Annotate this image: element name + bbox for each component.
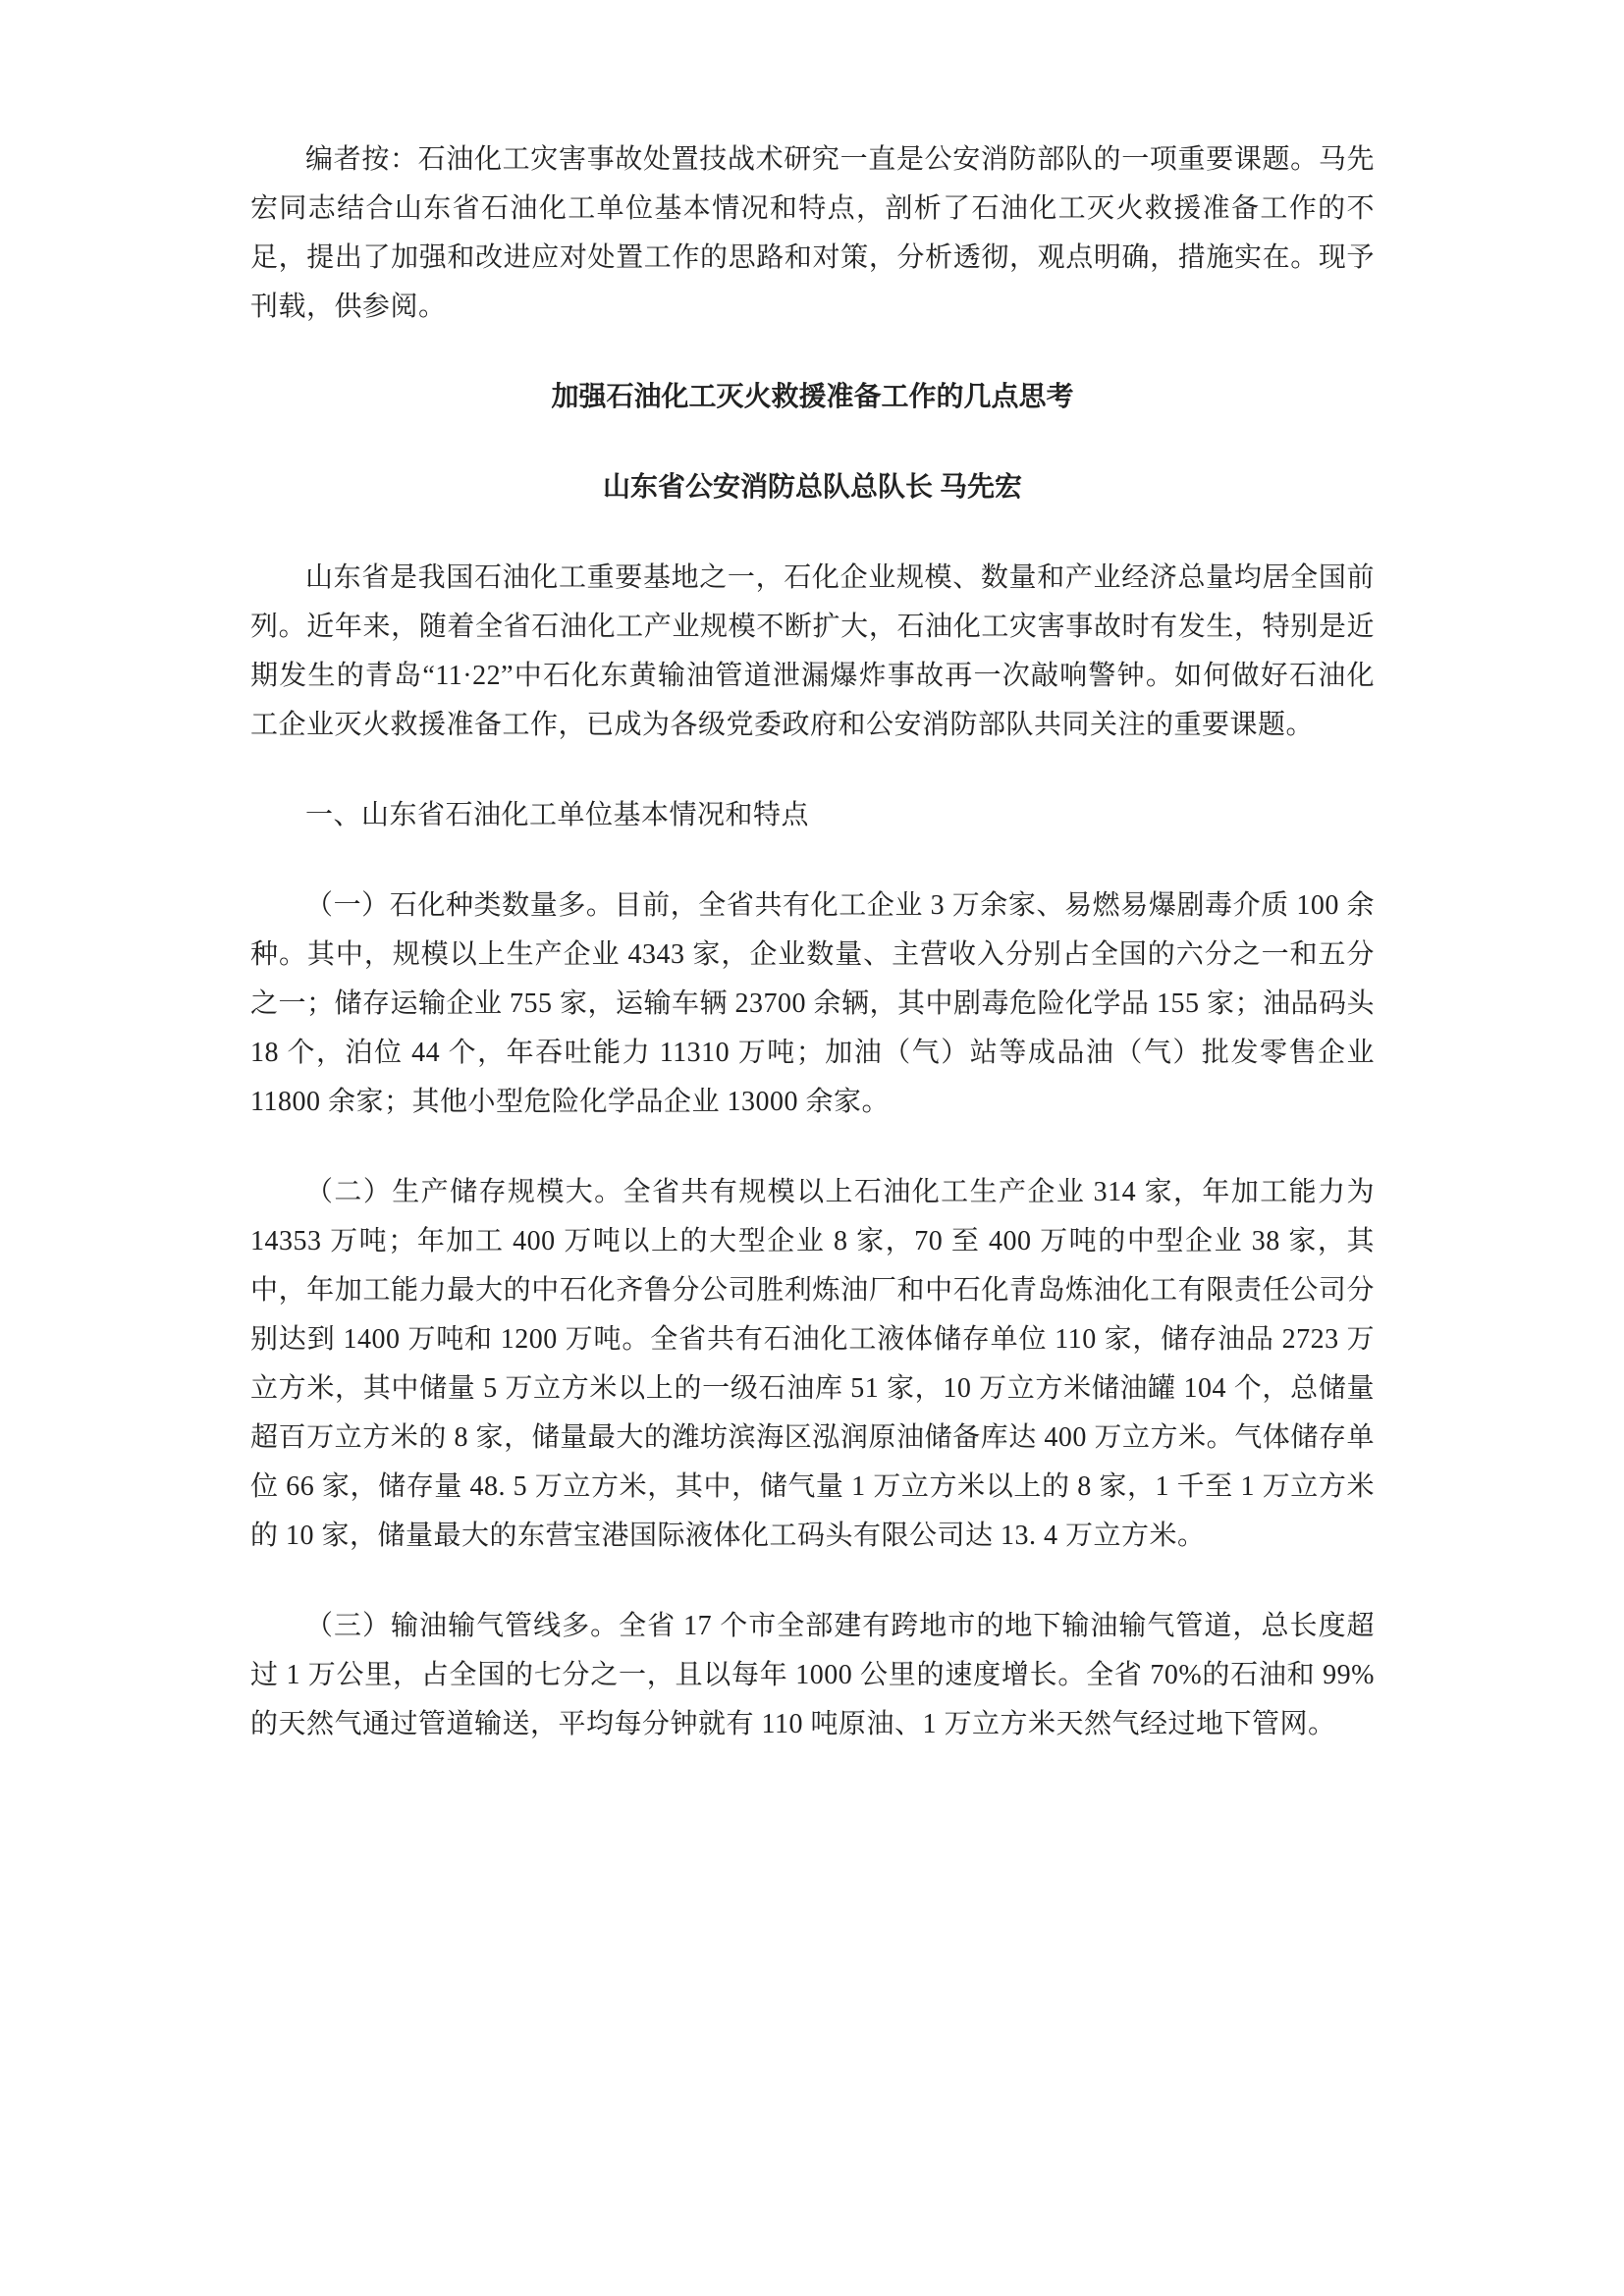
author-line: 山东省公安消防总队总队长 马先宏 [602, 472, 1022, 503]
intro-paragraph: 山东省是我国石油化工重要基地之一，石化企业规模、数量和产业经济总量均居全国前列。近年来，随着全省石油化工产业规模不断扩大，石油化工灾害事故时有发生，特别是近期发生的青岛“11·22”中石化东黄输油管道泄漏爆炸事故再一次敲响警钟。如何做好石油化工企业灭火救援准备工作，已成为各级党委政府和公安消防部队共同关注的重要课题。 [250, 562, 1375, 740]
paragraph-production-storage-scale: （二）生产储存规模大。全省共有规模以上石油化工生产企业 314 家，年加工能力为 14353 万吨；年加工 400 万吨以上的大型企业 8 家，70 至 400 万吨的中型企业 38 家，其中，年加工能力最大的中石化齐鲁分公司胜利炼油厂和中石化青岛炼油化工有限责任公司分别达到 1400 万吨和 1200 万吨。全省共有石油化工液体储存单位 110 家，储存油品 2723 万立方米，其中储量 5 万立方米以上的一级石油库 51 家，10 万立方米储油罐 104 个，总储量超百万立方米的 8 家，储量最大的潍坊滨海区泓润原油储备库达 400 万立方米。气体储存单位 66 家，储存量 48. 5 万立方米，其中，储气量 1 万立方米以上的 8 家，1 千至 1 万立方米的 10 家，储量最大的东营宝港国际液体化工码头有限公司达 13. 4 万立方米。 [250, 1177, 1375, 1551]
document-title: 加强石油化工灭火救援准备工作的几点思考 [551, 382, 1074, 412]
section-heading-1: 一、山东省石油化工单位基本情况和特点 [305, 800, 810, 830]
paragraph-petrochemical-types: （一）石化种类数量多。目前，全省共有化工企业 3 万余家、易燃易爆剧毒介质 100 余种。其中，规模以上生产企业 4343 家，企业数量、主营收入分别占全国的六分之一和五分之一；储存运输企业 755 家，运输车辆 23700 余辆，其中剧毒危险化学品 155 家；油品码头 18 个，泊位 44 个，年吞吐能力 11310 万吨；加油（气）站等成品油（气）批发零售企业 11800 余家；其他小型危险化学品企业 13000 余家。 [250, 890, 1376, 1117]
editor-note: 编者按：石油化工灾害事故处置技战术研究一直是公安消防部队的一项重要课题。马先宏同志结合山东省石油化工单位基本情况和特点，剖析了石油化工灭火救援准备工作的不足，提出了加强和改进应对处置工作的思路和对策，分析透彻，观点明确，措施实在。现予刊载，供参阅。 [250, 144, 1375, 322]
paragraph-oil-gas-pipelines: （三）输油输气管线多。全省 17 个市全部建有跨地市的地下输油输气管道，总长度超过 1 万公里，占全国的七分之一，且以每年 1000 公里的速度增长。全省 70%的石油和 99%的天然气通过管道输送，平均每分钟就有 110 吨原油、1 万立方米天然气经过地下管网。 [250, 1611, 1375, 1739]
